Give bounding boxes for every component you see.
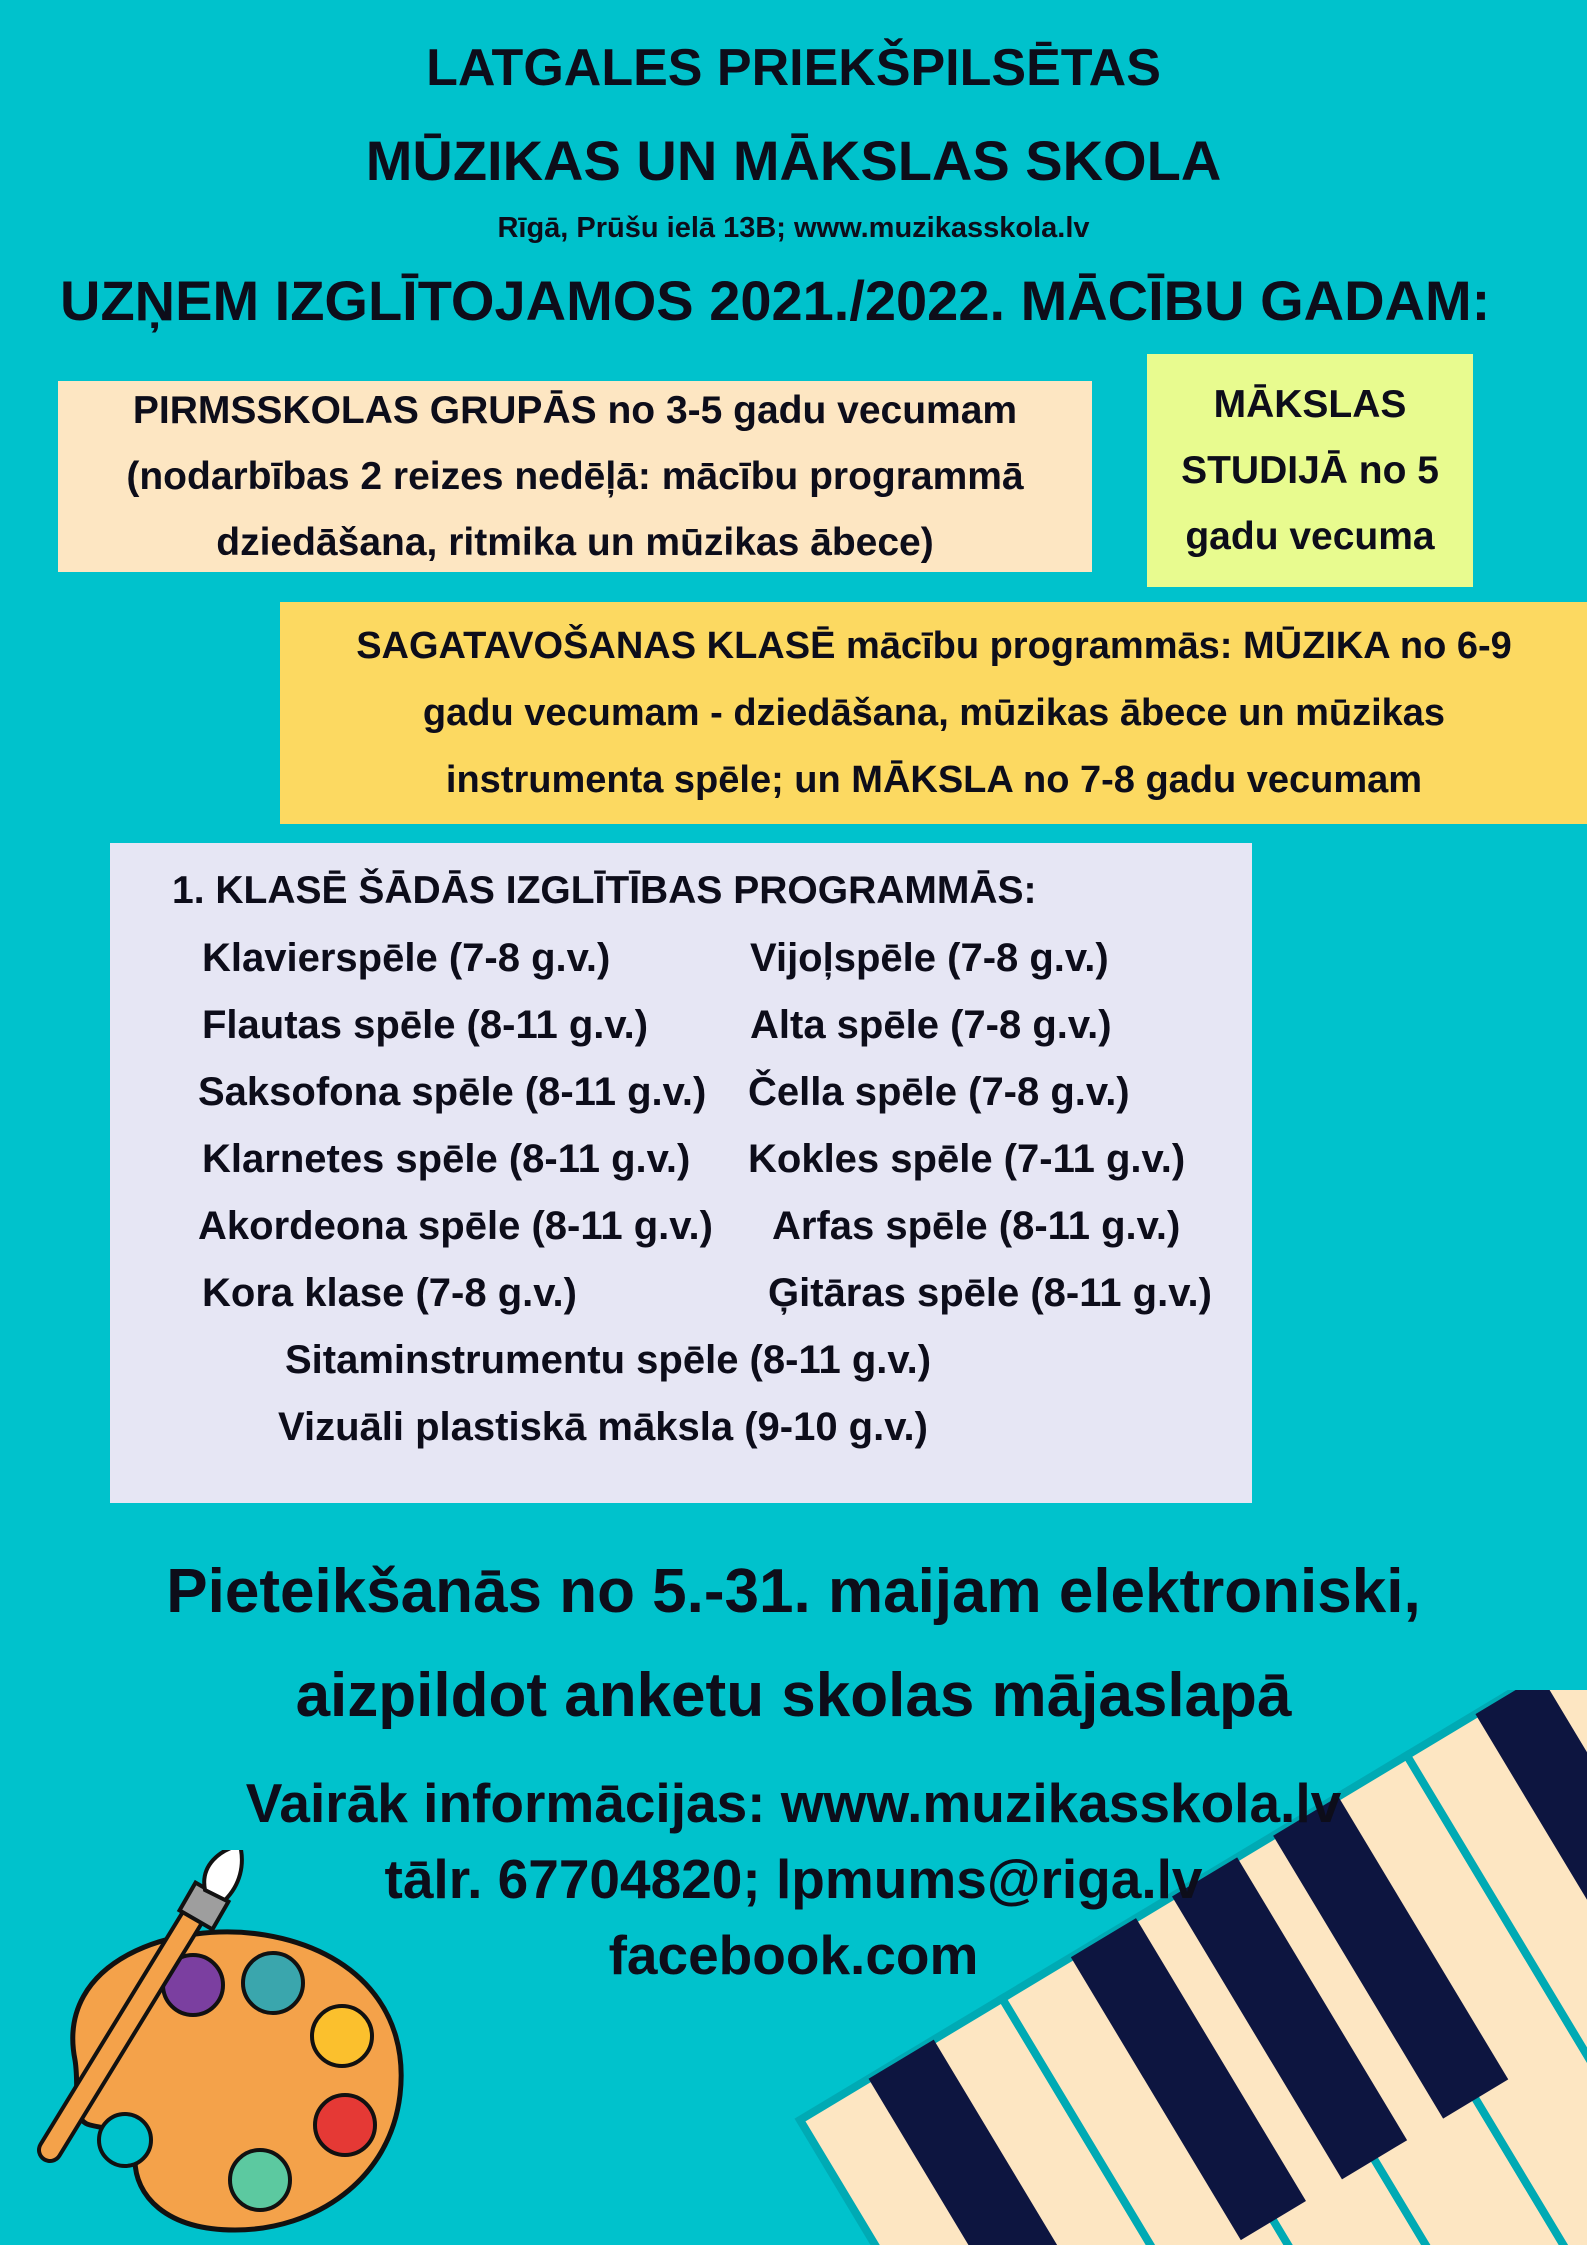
program-item: Ģitāras spēle (8-11 g.v.) xyxy=(768,1271,1212,1315)
art-studio-box xyxy=(1147,354,1473,587)
art-studio-line: MĀKSLAS xyxy=(1213,382,1407,426)
program-item: Sitaminstrumentu spēle (8-11 g.v.) xyxy=(285,1338,932,1382)
program-item: Saksofona spēle (8-11 g.v.) xyxy=(198,1070,707,1114)
program-item: Akordeona spēle (8-11 g.v.) xyxy=(198,1204,713,1248)
preparatory-line: gadu vecumam - dziedāšana, mūzikas ābece un mūzikas xyxy=(422,691,1446,734)
preschool-line: PIRMSSKOLAS GRUPĀS no 3-5 gadu vecumam xyxy=(132,388,1018,432)
program-item: Klarnetes spēle (8-11 g.v.) xyxy=(202,1137,691,1181)
program-item: Vijoļspēle (7-8 g.v.) xyxy=(750,936,1109,980)
application-info xyxy=(0,1540,1587,1748)
program-item: Vizuāli plastiskā māksla (9-10 g.v.) xyxy=(278,1405,928,1449)
program-item: Čella spēle (7-8 g.v.) xyxy=(748,1070,1130,1114)
programs-title: 1. KLASĒ ŠĀDĀS IZGLĪTĪBAS PROGRAMMĀS: xyxy=(172,869,1037,912)
school-name-line2: MŪZIKAS UN MĀKSLAS SKOLA xyxy=(365,129,1222,192)
program-item: Kokles spēle (7-11 g.v.) xyxy=(748,1137,1186,1181)
school-address: Rīgā, Prūšu ielā 13B; www.muzikasskola.lv xyxy=(497,212,1090,244)
program-item: Flautas spēle (8-11 g.v.) xyxy=(202,1003,649,1047)
school-name-line1: LATGALES PRIEKŠPILSĒTAS xyxy=(426,39,1161,97)
application-line: aizpildot anketu skolas mājaslapā xyxy=(295,1661,1292,1730)
preparatory-class-box xyxy=(280,602,1587,824)
preschool-line: (nodarbības 2 reizes nedēļā: mācību programmā xyxy=(126,454,1024,498)
contact-facebook: facebook.com xyxy=(608,1924,979,1986)
art-studio-line: gadu vecuma xyxy=(1185,514,1435,558)
preparatory-line: instrumenta spēle; un MĀKSLA no 7-8 gadu vecumam xyxy=(445,758,1423,801)
contact-phone-email: tālr. 67704820; lpmums@riga.lv xyxy=(384,1848,1203,1910)
contact-info xyxy=(0,1765,1587,1993)
preparatory-line: SAGATAVOŠANAS KLASĒ mācību programmās: MŪZIKA no 6-9 xyxy=(356,624,1512,667)
program-item: Arfas spēle (8-11 g.v.) xyxy=(772,1204,1181,1248)
program-item: Kora klase (7-8 g.v.) xyxy=(202,1271,577,1315)
contact-website: Vairāk informācijas: www.muzikasskola.lv xyxy=(245,1772,1342,1834)
program-item: Klavierspēle (7-8 g.v.) xyxy=(202,936,611,980)
programs-box xyxy=(110,843,1252,1503)
preschool-box xyxy=(58,381,1092,572)
program-item: Alta spēle (7-8 g.v.) xyxy=(750,1003,1112,1047)
main-heading: UZŅEM IZGLĪTOJAMOS 2021./2022. MĀCĪBU GADAM: xyxy=(60,269,1491,332)
art-studio-line: STUDIJĀ no 5 xyxy=(1181,448,1439,492)
preschool-line: dziedāšana, ritmika un mūzikas ābece) xyxy=(216,520,934,564)
application-line: Pieteikšanās no 5.-31. maijam elektroniski, xyxy=(166,1557,1421,1626)
